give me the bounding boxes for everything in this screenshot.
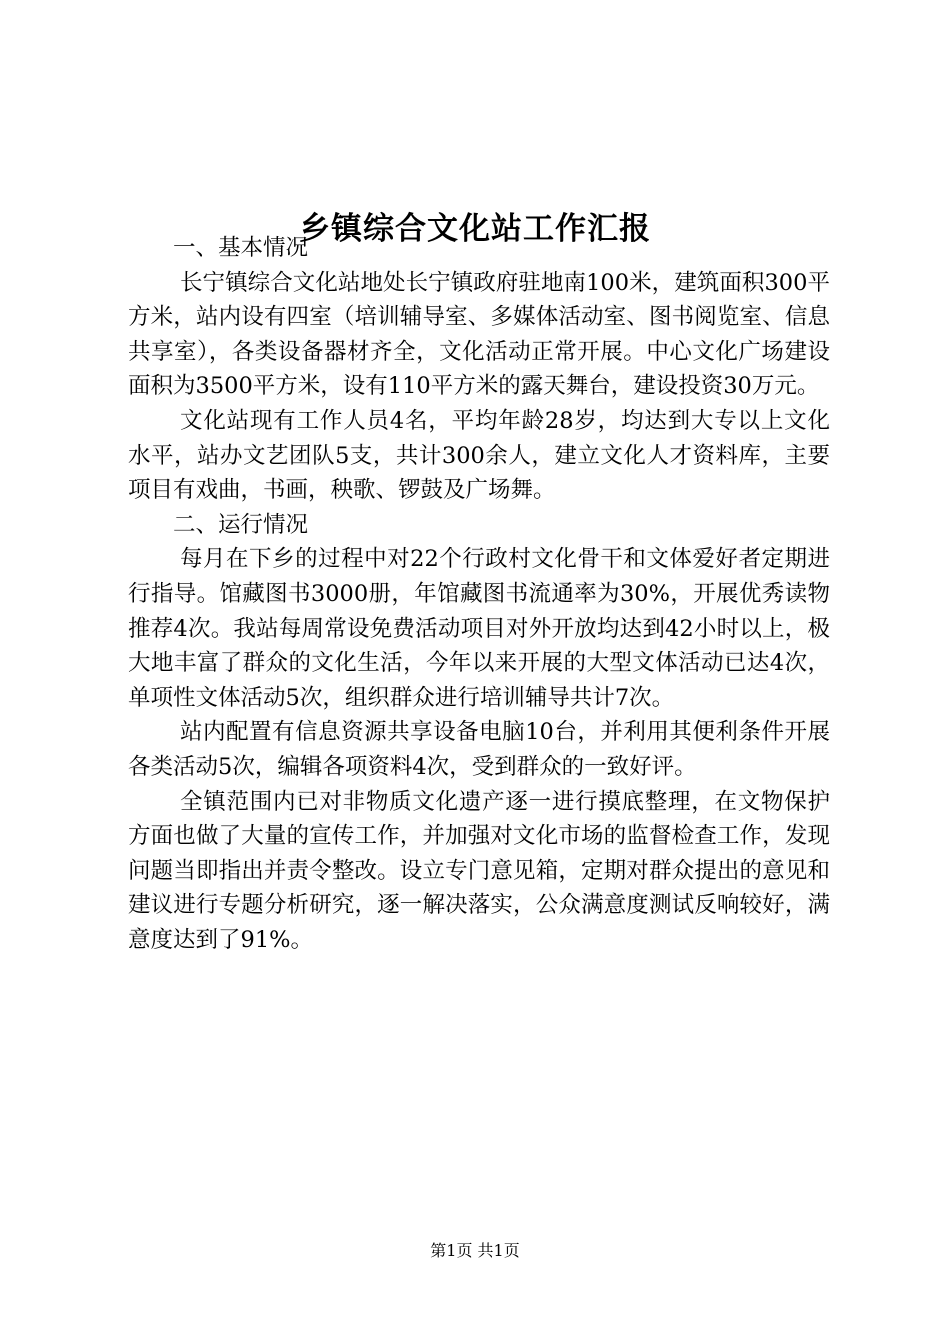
page-footer: 第1页 共1页	[430, 1241, 520, 1260]
section-heading: 一、基本情况	[173, 235, 309, 261]
document-title: 乡镇综合文化站工作汇报	[299, 210, 651, 247]
section-operation	[128, 508, 830, 958]
section-heading: 二、运行情况	[173, 511, 309, 538]
paragraph: 文化站现有工作人员4名，平均年龄28岁，均达到大专以上文化水平，站办文艺团队5支，共计300余人，建立文化人才资料库，主要项目有戏曲，书画，秧歌、锣鼓及广场舞。	[128, 407, 830, 504]
paragraph: 站内配置有信息资源共享设备电脑10台，并利用其便利条件开展各类活动5次，编辑各项资料4次，受到群众的一致好评。	[128, 719, 830, 780]
paragraph: 长宁镇综合文化站地处长宁镇政府驻地南100米，建筑面积300平方米，站内设有四室（培训辅导室、多媒体活动室、图书阅览室、信息共享室），各类设备器材齐全，文化活动正常开展。中心文化广场建设面积为3500平方米，设有110平方米的露天舞台，建设投资30万元。	[128, 269, 830, 400]
paragraph: 每月在下乡的过程中对22个行政村文化骨干和文体爱好者定期进行指导。馆藏图书3000册，年馆藏图书流通率为30%，开展优秀读物推荐4次。我站每周常设免费活动项目对外开放均达到42小时以上，极大地丰富了群众的文化生活，今年以来开展的大型文体活动已达4次，单项性文体活动5次，组织群众进行培训辅导共计7次。	[128, 546, 830, 711]
section-basic-info	[128, 231, 830, 508]
document-body	[128, 231, 830, 957]
paragraph: 全镇范围内已对非物质文化遗产逐一进行摸底整理，在文物保护方面也做了大量的宣传工作，并加强对文化市场的监督检查工作，发现问题当即指出并责令整改。设立专门意见箱，定期对群众提出的意见和建议进行专题分析研究，逐一解决落实，公众满意度测试反响较好，满意度达到了91%。	[128, 788, 830, 953]
